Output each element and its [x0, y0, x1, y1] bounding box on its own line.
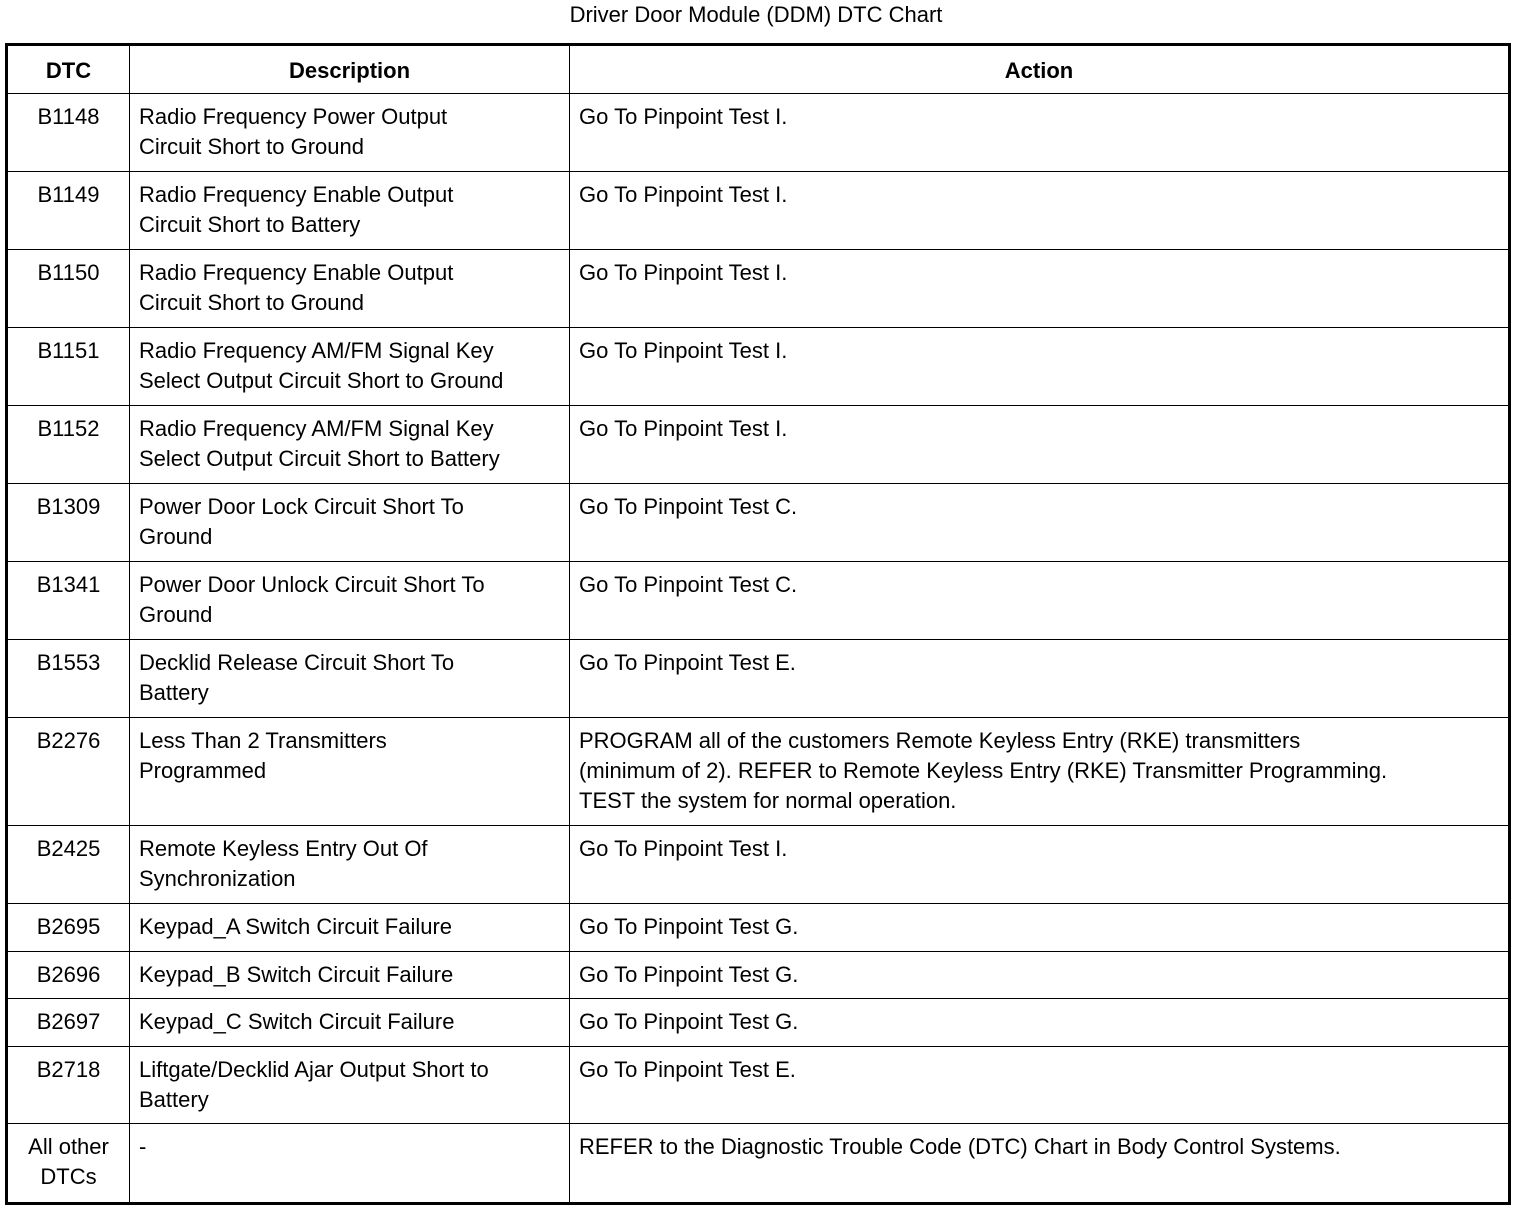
action-cell: [570, 640, 1510, 718]
table-header-row: [7, 45, 1510, 94]
action-cell: [570, 328, 1510, 406]
description-line: Programmed: [139, 758, 267, 783]
description-line: Select Output Circuit Short to Ground: [139, 368, 504, 393]
description-cell: [130, 826, 570, 904]
dtc-code: B1309: [7, 484, 130, 562]
table-row: [7, 952, 1510, 999]
table-row: [7, 826, 1510, 904]
action-line: REFER to the Diagnostic Trouble Code (DTC) Chart in Body Control Systems.: [579, 1134, 1341, 1159]
description-cell: [130, 904, 570, 952]
description-line: Power Door Lock Circuit Short To: [139, 494, 464, 519]
table-row: [7, 250, 1510, 328]
description-line: Keypad_A Switch Circuit Failure: [139, 914, 453, 939]
action-cell: [570, 826, 1510, 904]
action-line: Go To Pinpoint Test I.: [579, 182, 788, 207]
action-line: Go To Pinpoint Test C.: [579, 572, 798, 597]
dtc-code: B1148: [7, 94, 130, 172]
dtc-code: B1152: [7, 406, 130, 484]
description-cell: [130, 172, 570, 250]
description-line: Remote Keyless Entry Out Of: [139, 836, 428, 861]
table-row: [7, 1047, 1510, 1124]
action-cell: [570, 1047, 1510, 1124]
action-line: PROGRAM all of the customers Remote Keyless Entry (RKE) transmitters: [579, 728, 1301, 753]
description-line: Less Than 2 Transmitters: [139, 728, 387, 753]
description-line: Keypad_C Switch Circuit Failure: [139, 1009, 455, 1034]
dtc-code: B2696: [7, 952, 130, 999]
dtc-code: B2276: [7, 718, 130, 826]
description-line: Radio Frequency AM/FM Signal Key: [139, 338, 494, 363]
action-cell: [570, 406, 1510, 484]
header-description: Description: [130, 45, 570, 94]
table-row: [7, 640, 1510, 718]
description-cell: [130, 640, 570, 718]
description-line: Ground: [139, 602, 213, 627]
action-cell: [570, 562, 1510, 640]
action-line: Go To Pinpoint Test G.: [579, 1009, 799, 1034]
action-cell: [570, 952, 1510, 999]
action-line: Go To Pinpoint Test E.: [579, 1057, 796, 1082]
description-line: Battery: [139, 680, 209, 705]
dtc-code: B1151: [7, 328, 130, 406]
action-line: Go To Pinpoint Test I.: [579, 104, 788, 129]
description-line: Ground: [139, 524, 213, 549]
table-row: [7, 328, 1510, 406]
description-line: Power Door Unlock Circuit Short To: [139, 572, 485, 597]
dtc-code: B1149: [7, 172, 130, 250]
page-title: Driver Door Module (DDM) DTC Chart: [569, 2, 943, 27]
action-line: Go To Pinpoint Test I.: [579, 416, 788, 441]
description-line: -: [139, 1134, 147, 1159]
description-cell: [130, 94, 570, 172]
description-line: Circuit Short to Battery: [139, 212, 361, 237]
description-line: Keypad_B Switch Circuit Failure: [139, 962, 454, 987]
table-row: [7, 1124, 1510, 1204]
description-cell: [130, 952, 570, 999]
description-cell: [130, 999, 570, 1047]
description-line: Radio Frequency Enable Output: [139, 182, 454, 207]
action-cell: [570, 999, 1510, 1047]
description-line: Synchronization: [139, 866, 296, 891]
action-cell: [570, 904, 1510, 952]
table-row: [7, 484, 1510, 562]
dtc-code: B1150: [7, 250, 130, 328]
action-cell: [570, 94, 1510, 172]
description-line: Battery: [139, 1087, 209, 1112]
header-action: Action: [570, 45, 1510, 94]
dtc-code: B2695: [7, 904, 130, 952]
dtc-code: All other DTCs: [7, 1124, 130, 1204]
description-cell: [130, 406, 570, 484]
description-cell: [130, 562, 570, 640]
dtc-code: B2718: [7, 1047, 130, 1124]
action-line: (minimum of 2). REFER to Remote Keyless Entry (RKE) Transmitter Programming.: [579, 758, 1388, 783]
description-line: Select Output Circuit Short to Battery: [139, 446, 500, 471]
table-row: [7, 172, 1510, 250]
description-cell: [130, 484, 570, 562]
dtc-code: B1553: [7, 640, 130, 718]
action-line: Go To Pinpoint Test E.: [579, 650, 796, 675]
header-dtc: DTC: [7, 45, 130, 94]
dtc-code: B1341: [7, 562, 130, 640]
action-line: Go To Pinpoint Test I.: [579, 836, 788, 861]
action-cell: [570, 250, 1510, 328]
action-cell: [570, 484, 1510, 562]
dtc-table: [5, 43, 1511, 1205]
action-line: Go To Pinpoint Test G.: [579, 962, 799, 987]
description-cell: [130, 1124, 570, 1204]
description-line: Radio Frequency Enable Output: [139, 260, 454, 285]
table-row: [7, 94, 1510, 172]
description-line: Circuit Short to Ground: [139, 290, 364, 315]
action-cell: [570, 718, 1510, 826]
table-row: [7, 718, 1510, 826]
description-line: Radio Frequency AM/FM Signal Key: [139, 416, 494, 441]
description-cell: [130, 250, 570, 328]
action-line: Go To Pinpoint Test G.: [579, 914, 799, 939]
table-row: [7, 904, 1510, 952]
description-cell: [130, 718, 570, 826]
action-cell: [570, 1124, 1510, 1204]
action-line: Go To Pinpoint Test I.: [579, 338, 788, 363]
description-cell: [130, 328, 570, 406]
description-cell: [130, 1047, 570, 1124]
action-line: Go To Pinpoint Test I.: [579, 260, 788, 285]
action-cell: [570, 172, 1510, 250]
dtc-code: B2697: [7, 999, 130, 1047]
description-line: Circuit Short to Ground: [139, 134, 364, 159]
description-line: Liftgate/Decklid Ajar Output Short to: [139, 1057, 489, 1082]
action-line: Go To Pinpoint Test C.: [579, 494, 798, 519]
description-line: Decklid Release Circuit Short To: [139, 650, 455, 675]
action-line: TEST the system for normal operation.: [579, 788, 957, 813]
table-row: [7, 999, 1510, 1047]
table-row: [7, 406, 1510, 484]
description-line: Radio Frequency Power Output: [139, 104, 448, 129]
table-row: [7, 562, 1510, 640]
dtc-code: B2425: [7, 826, 130, 904]
